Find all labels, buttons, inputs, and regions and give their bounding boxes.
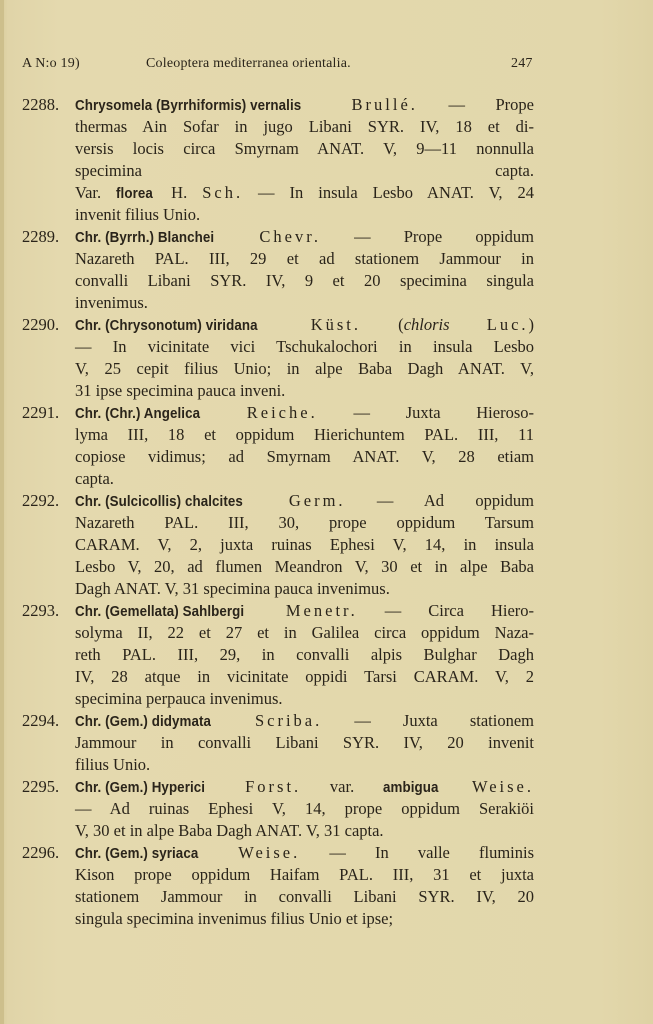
text-segment <box>211 403 247 422</box>
text-segment <box>226 227 259 246</box>
text-segment: ) <box>528 315 535 334</box>
text-segment: capta. <box>75 469 114 488</box>
page-edge-shadow <box>0 0 4 1024</box>
author-name: Weise. <box>471 777 534 796</box>
text-segment: invenimus. <box>75 293 148 312</box>
author-name: Chevr. <box>259 227 321 246</box>
text-line <box>75 688 534 710</box>
text-line <box>75 710 534 732</box>
text-line <box>75 666 534 688</box>
text-segment: — In vicinitate vici Tschukalochori in insula Lesbo <box>75 337 534 356</box>
species-entry <box>22 402 534 490</box>
text-segment: filius Unio. <box>75 755 151 774</box>
species-name: Chr. (Gem.) didymata <box>75 714 212 730</box>
text-segment: CARAM. V, 2, juxta ruinas Ephesi V, 14, in insula <box>75 535 534 554</box>
species-name: Chr. (Chrysonotum) viridana <box>75 318 258 334</box>
species-entry <box>22 94 534 226</box>
text-segment: — Prope oppidum <box>320 227 535 246</box>
text-segment: specimina capta. <box>75 161 534 180</box>
text-segment: Nazareth PAL. III, 29 et ad stationem Jammour in <box>75 249 534 268</box>
species-name: Chr. (Byrrh.) Blanchei <box>75 230 215 246</box>
text-line <box>75 490 534 512</box>
text-line <box>75 600 534 622</box>
species-entries <box>22 94 534 930</box>
text-line <box>75 358 534 380</box>
text-line <box>75 842 534 864</box>
text-segment: V, 25 cepit filius Unio; in alpe Baba Dagh ANAT. V, <box>75 359 534 378</box>
author-name: Scriba. <box>254 711 323 730</box>
text-segment <box>216 777 245 796</box>
text-line <box>75 204 534 226</box>
text-segment: singula specimina invenimus filius Unio et ipse; <box>75 909 394 928</box>
running-header <box>22 56 534 74</box>
text-line <box>75 226 534 248</box>
text-segment: solyma II, 22 et 27 et in Galilea circa oppidum Naza- <box>75 623 534 642</box>
text-segment <box>321 95 352 114</box>
text-segment <box>209 843 238 862</box>
text-line <box>75 116 534 138</box>
text-segment: invenit filius Unio. <box>75 205 201 224</box>
text-line <box>75 644 534 666</box>
entry-number: 2294. <box>22 711 60 730</box>
text-segment: Jammour in convalli Libani SYR. IV, 20 invenit <box>75 733 534 752</box>
text-segment: specimina perpauca invenimus. <box>75 689 283 708</box>
species-name: Chrysomela (Byrrhiformis) vernalis <box>75 98 302 114</box>
text-line <box>75 402 534 424</box>
species-entry <box>22 842 534 930</box>
text-segment: thermas Ain Sofar in jugo Libani SYR. IV, 18 et di- <box>75 117 534 136</box>
species-name: Chr. (Gem.) Hyperici <box>75 780 206 796</box>
text-line <box>75 820 534 842</box>
species-name: Chr. (Chr.) Angelica <box>75 406 201 422</box>
text-line <box>75 732 534 754</box>
author-name: Küst. <box>310 315 361 334</box>
text-line <box>75 270 534 292</box>
text-segment <box>223 711 255 730</box>
text-segment: ( <box>360 315 404 334</box>
entry-number: 2289. <box>22 227 60 246</box>
page-number: 247 <box>511 56 533 71</box>
text-line <box>75 182 534 204</box>
text-line <box>75 798 534 820</box>
text-segment <box>259 601 286 620</box>
species-name: Chr. (Sulcicollis) chalcites <box>75 494 243 510</box>
entry-number: 2295. <box>22 777 60 796</box>
entry-number: 2291. <box>22 403 60 422</box>
species-entry <box>22 314 534 402</box>
text-line <box>75 248 534 270</box>
author-name: Germ. <box>288 491 346 510</box>
species-entry <box>22 490 534 600</box>
text-line <box>75 446 534 468</box>
text-segment <box>273 315 310 334</box>
text-line <box>75 336 534 358</box>
text-segment: — Juxta Hieroso- <box>317 403 534 422</box>
author-name: Forst. <box>245 777 302 796</box>
author-name: Reiche. <box>246 403 318 422</box>
species-name: florea <box>116 186 153 202</box>
text-line <box>75 556 534 578</box>
species-entry <box>22 776 534 842</box>
entry-number: 2290. <box>22 315 60 334</box>
text-segment: — Juxta stationem <box>322 711 535 730</box>
text-segment: versis locis circa Smyrnam ANAT. V, 9—11 nonnulla <box>75 139 534 158</box>
header-title: Coleoptera mediterranea orientalia. <box>146 56 351 71</box>
text-line <box>75 160 534 182</box>
header-series-number: A N:o 19) <box>22 56 80 71</box>
text-segment: Lesbo V, 20, ad flumen Meandron V, 30 et in alpe Baba <box>75 557 534 576</box>
text-segment: lyma III, 18 et oppidum Hierichuntem PAL. III, 11 <box>75 425 534 444</box>
text-line <box>75 138 534 160</box>
text-line <box>75 94 534 116</box>
author-name: Weise. <box>238 843 301 862</box>
text-segment: H. <box>156 183 203 202</box>
species-name: Chr. (Gemellata) Sahlbergi <box>75 604 245 620</box>
text-line <box>75 314 534 336</box>
species-name: Chr. (Gem.) syriaca <box>75 846 199 862</box>
text-segment: Var. <box>75 183 117 202</box>
species-entry <box>22 226 534 314</box>
text-line <box>75 578 534 600</box>
text-segment <box>258 491 289 510</box>
text-line <box>75 468 534 490</box>
text-segment: — Ad oppidum <box>345 491 534 510</box>
species-entry <box>22 710 534 776</box>
text-segment: Dagh ANAT. V, 31 specimina pauca invenimus. <box>75 579 390 598</box>
text-segment: reth PAL. III, 29, in convalli alpis Bulghar Dagh <box>75 645 534 664</box>
text-segment: Kison prope oppidum Haifam PAL. III, 31 et juxta <box>75 865 534 884</box>
text-line <box>75 424 534 446</box>
text-line <box>75 776 534 798</box>
text-segment: Nazareth PAL. III, 30, prope oppidum Tarsum <box>75 513 534 532</box>
synonym-name: chloris <box>403 315 450 334</box>
entry-number: 2296. <box>22 843 60 862</box>
text-segment: 31 ipse specimina pauca inveni. <box>75 381 286 400</box>
entry-number: 2288. <box>22 95 60 114</box>
text-segment: — Ad ruinas Ephesi V, 14, prope oppidum Serakiöi <box>75 799 534 818</box>
text-line <box>75 622 534 644</box>
author-name: Sch. <box>202 183 244 202</box>
text-line <box>75 380 534 402</box>
text-segment: V, 30 et in alpe Baba Dagh ANAT. V, 31 capta. <box>75 821 384 840</box>
text-segment: copiose vidimus; ad Smyrnam ANAT. V, 28 etiam <box>75 447 534 466</box>
text-segment: convalli Libani SYR. IV, 9 et 20 specimina singula <box>75 271 534 290</box>
author-name: Brullé. <box>351 95 418 114</box>
text-segment: — Circa Hiero- <box>357 601 535 620</box>
entry-number: 2292. <box>22 491 60 510</box>
text-segment: — In insula Lesbo ANAT. V, 24 <box>243 183 534 202</box>
author-name: Menetr. <box>285 601 358 620</box>
text-segment: — Prope <box>417 95 535 114</box>
text-line <box>75 292 534 314</box>
text-segment: stationem Jammour in convalli Libani SYR. IV, 20 <box>75 887 534 906</box>
text-line <box>75 512 534 534</box>
text-segment: IV, 28 atque in vicinitate oppidi Tarsi CARAM. V, 2 <box>75 667 534 686</box>
entry-number: 2293. <box>22 601 60 620</box>
text-line <box>75 754 534 776</box>
text-line <box>75 864 534 886</box>
text-segment <box>443 777 472 796</box>
author-name: Luc. <box>486 315 529 334</box>
text-line <box>75 534 534 556</box>
text-segment: — In valle fluminis <box>300 843 534 862</box>
species-name: ambigua <box>382 780 439 796</box>
text-line <box>75 908 534 930</box>
text-line <box>75 886 534 908</box>
text-segment <box>450 315 487 334</box>
species-entry <box>22 600 534 710</box>
text-segment: var. <box>301 777 383 796</box>
